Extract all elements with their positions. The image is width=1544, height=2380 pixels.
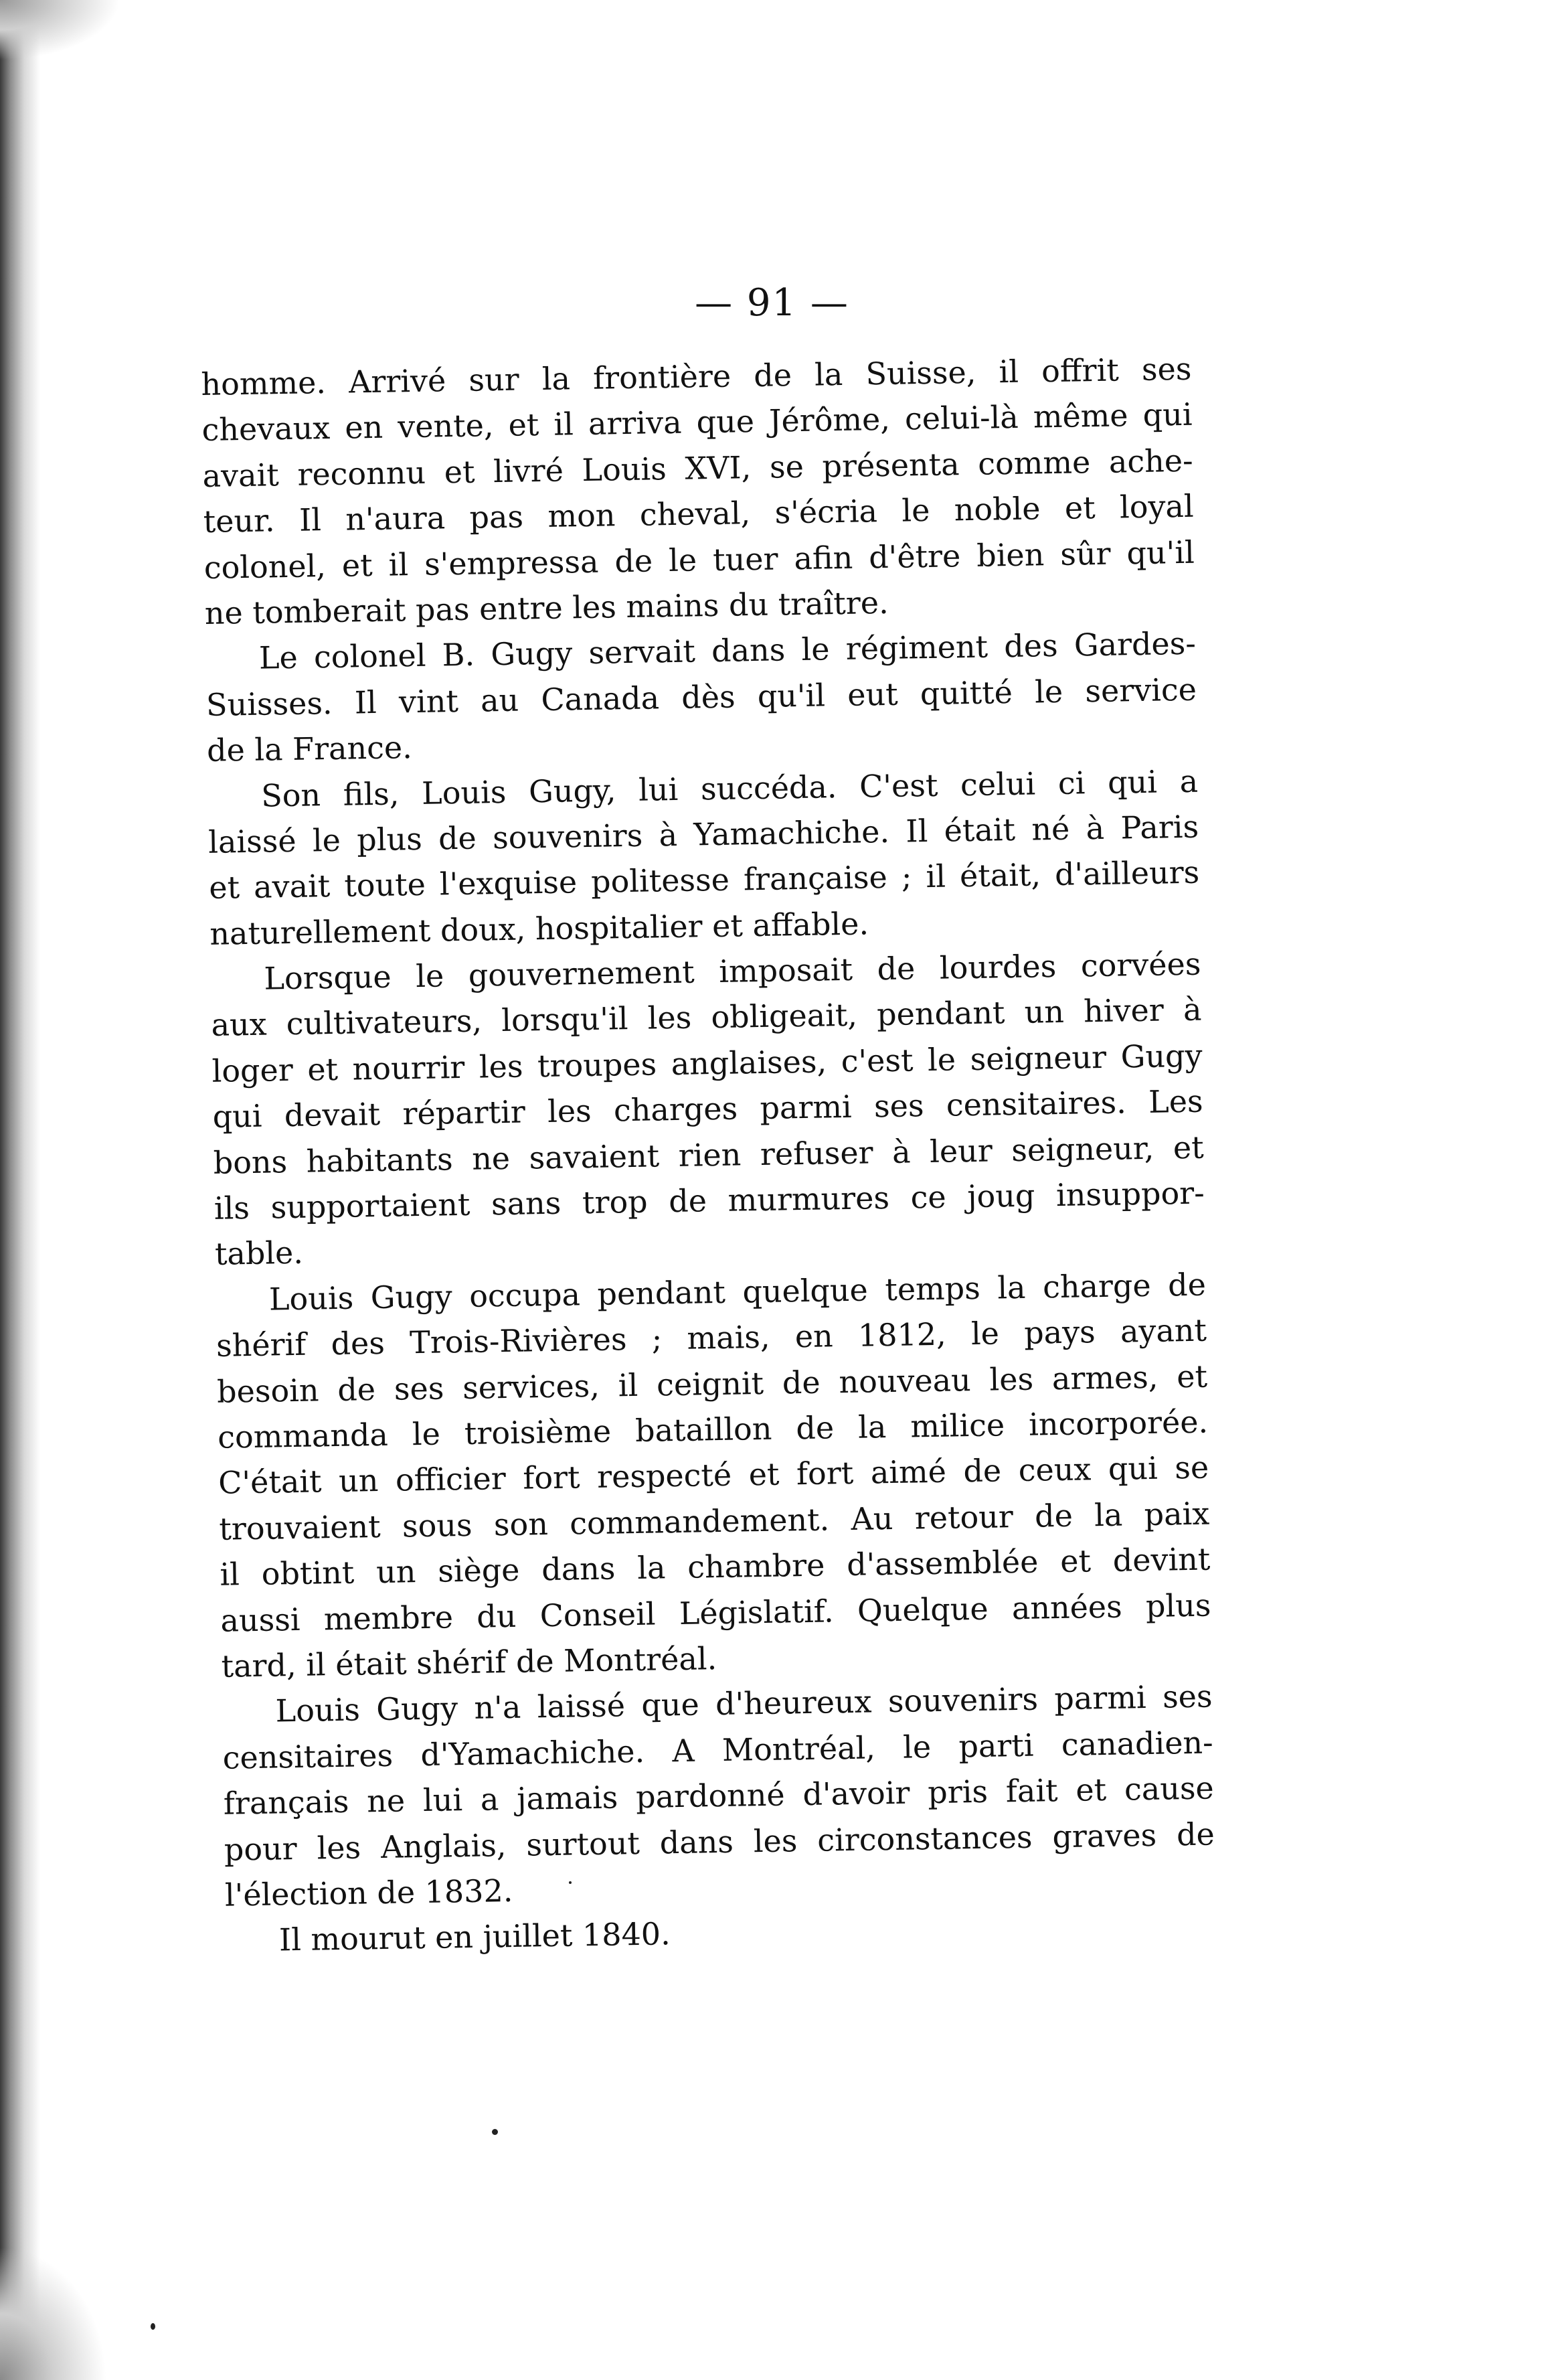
scan-shadow-left — [0, 0, 40, 2380]
text-line: shérif des Trois-Rivières ; mais, en 1812, le pays ayant — [216, 1312, 1207, 1364]
text-line: aussi membre du Conseil Législatif. Quelque années plus — [220, 1587, 1211, 1639]
text-line: table. — [214, 1235, 304, 1273]
text-line: qui devait répartir les charges parmi ses censitaires. Les — [212, 1083, 1203, 1135]
page-body — [201, 346, 1216, 1964]
text-line: censitaires d'Yamachiche. A Montréal, le parti canadien- — [222, 1724, 1214, 1776]
text-line: Il mourut en juillet 1840. — [278, 1915, 671, 1958]
text-line: bons habitants ne savaient rien refuser à leur seigneur, et — [213, 1129, 1205, 1181]
text-line: pour les Anglais, surtout dans les circonstances graves de — [224, 1815, 1215, 1868]
text-line: chevaux en vente, et il arriva que Jérôme, celui-là même qui — [201, 396, 1193, 449]
text-line: teur. Il n'aura pas mon cheval, s'écria le noble et loyal — [203, 487, 1194, 540]
text-line: naturellement doux, hospitalier et affable. — [209, 905, 869, 952]
scan-shadow-bottom — [0, 2246, 107, 2380]
text-line: de la France. — [206, 729, 413, 769]
scan-speck — [492, 2129, 498, 2135]
text-line: l'élection de 1832. — [224, 1872, 513, 1913]
text-line: ils supportaient sans trop de murmures ce joug insuppor- — [213, 1174, 1205, 1226]
text-line: C'était un officier fort respecté et fort aimé de ceux qui se — [218, 1449, 1209, 1502]
text-line: aux cultivateurs, lorsqu'il les obligeait, pendant un hiver à — [211, 991, 1202, 1044]
text-line: loger et nourrir les troupes anglaises, c'est le seigneur Gugy — [211, 1037, 1203, 1089]
text-line: commanda le troisième bataillon de la milice incorporée. — [217, 1403, 1209, 1455]
text-line: Lorsque le gouvernement imposait de lourdes corvées — [264, 945, 1201, 997]
text-line: laissé le plus de souvenirs à Yamachiche. Il était né à Paris — [207, 808, 1199, 860]
text-line: Louis Gugy occupa pendant quelque temps la charge de — [268, 1266, 1207, 1318]
text-line: Louis Gugy n'a laissé que d'heureux souvenirs parmi ses — [275, 1678, 1213, 1729]
scan-shadow-top — [0, 0, 120, 60]
page-number: — 91 — — [695, 281, 849, 325]
text-line: trouvaient sous son commandement. Au retour de la paix — [218, 1495, 1210, 1547]
text-line: Le colonel B. Gugy servait dans le régiment des Gardes- — [258, 625, 1197, 677]
text-line: homme. Arrivé sur la frontière de la Suisse, il offrit ses — [201, 350, 1192, 402]
scan-speck — [569, 1881, 572, 1884]
text-line: il obtint un siège dans la chambre d'assemblée et devint — [220, 1540, 1211, 1593]
text-line: Son fils, Louis Gugy, lui succéda. C'est celui ci qui a — [260, 763, 1199, 814]
text-line: Suisses. Il vint au Canada dès qu'il eut quitté le service — [205, 671, 1197, 723]
text-line: colonel, et il s'empressa de le tuer afin d'être bien sûr qu'il — [203, 534, 1195, 586]
text-line: besoin de ses services, il ceignit de nouveau les armes, et — [216, 1358, 1208, 1410]
scan-speck — [151, 2323, 155, 2330]
text-line: avait reconnu et livré Louis XVI, se présenta comme ache- — [202, 442, 1193, 494]
text-line: français ne lui a jamais pardonné d'avoir pris fait et cause — [223, 1769, 1215, 1822]
text-line: et avait toute l'exquise politesse française ; il était, d'ailleurs — [208, 854, 1200, 906]
text-line: ne tomberait pas entre les mains du traître. — [204, 584, 889, 631]
text-line: tard, il était shérif de Montréal. — [221, 1640, 717, 1684]
